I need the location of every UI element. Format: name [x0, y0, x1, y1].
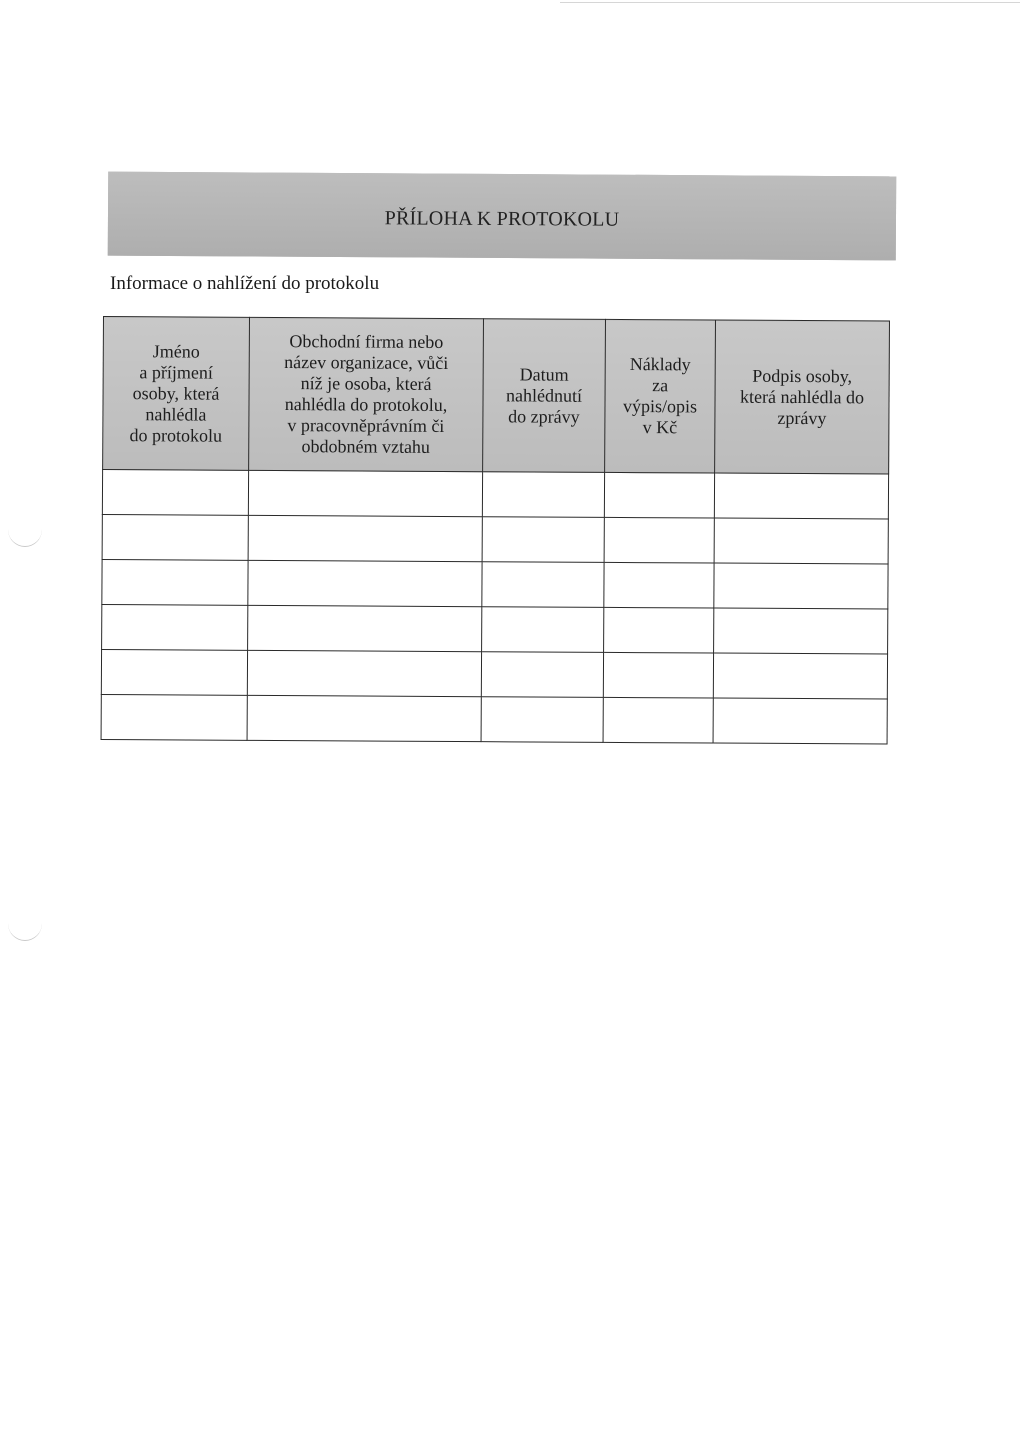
header-date: [483, 319, 606, 473]
cell-organization: [247, 695, 481, 741]
cell-costs: [603, 652, 713, 698]
cell-date: [481, 697, 603, 743]
cell-date: [482, 517, 604, 563]
cell-organization: [248, 515, 482, 561]
header-organization-label: Obchodní firma nebo název organizace, vůči níž je osoba, která nahlédla do protokolu, v pracovněprávním či obdobném vztahu: [284, 331, 449, 457]
header-costs: [605, 319, 716, 473]
banner-title: PŘÍLOHA K PROTOKOLU: [384, 206, 620, 231]
cell-organization: [248, 605, 482, 651]
header-organization: [249, 317, 484, 471]
cell-costs: [604, 472, 714, 518]
table-row: [101, 649, 887, 699]
cell-date: [482, 472, 604, 518]
cell-date: [482, 562, 604, 608]
inspection-log-table: [101, 316, 890, 745]
cell-organization: [248, 560, 482, 606]
title-banner: [108, 172, 896, 261]
cell-organization: [247, 650, 481, 696]
cell-signature: [714, 608, 888, 654]
cell-costs: [604, 517, 714, 563]
table-row: [102, 559, 888, 609]
cell-name: [102, 470, 248, 516]
header-signature: [715, 320, 890, 474]
table-row: [102, 470, 888, 520]
cell-signature: [714, 518, 888, 564]
header-costs-label: Náklady za výpis/opis v Kč: [622, 354, 698, 438]
cell-signature: [713, 698, 887, 744]
header-name-label: Jméno a příjmení osoby, která nahlédla do protokolu: [129, 340, 223, 446]
table-row: [102, 604, 888, 654]
scan-edge-line: [560, 2, 1020, 3]
cell-name: [101, 649, 247, 695]
form-subtitle: Informace o nahlížení do protokolu: [110, 273, 380, 294]
table-header-row: [103, 317, 890, 475]
cell-name: [102, 604, 248, 650]
header-signature-label: Podpis osoby, která nahlédla do zprávy: [740, 365, 865, 428]
log-table-container: [101, 316, 889, 745]
header-name: [103, 317, 250, 471]
cell-signature: [714, 563, 888, 609]
cell-signature: [714, 473, 888, 519]
cell-costs: [604, 607, 714, 653]
cell-name: [102, 514, 248, 560]
punch-hole-mark: [8, 512, 42, 547]
table-row: [102, 514, 888, 564]
cell-signature: [713, 653, 887, 699]
table-row: [101, 694, 887, 744]
cell-date: [481, 652, 603, 698]
cell-name: [102, 559, 248, 605]
cell-organization: [248, 470, 482, 516]
cell-date: [482, 607, 604, 653]
cell-name: [101, 694, 247, 740]
header-date-label: Datum nahlédnutí do zprávy: [505, 363, 583, 427]
punch-hole-mark: [8, 906, 42, 941]
cell-costs: [604, 562, 714, 608]
cell-costs: [603, 697, 713, 743]
